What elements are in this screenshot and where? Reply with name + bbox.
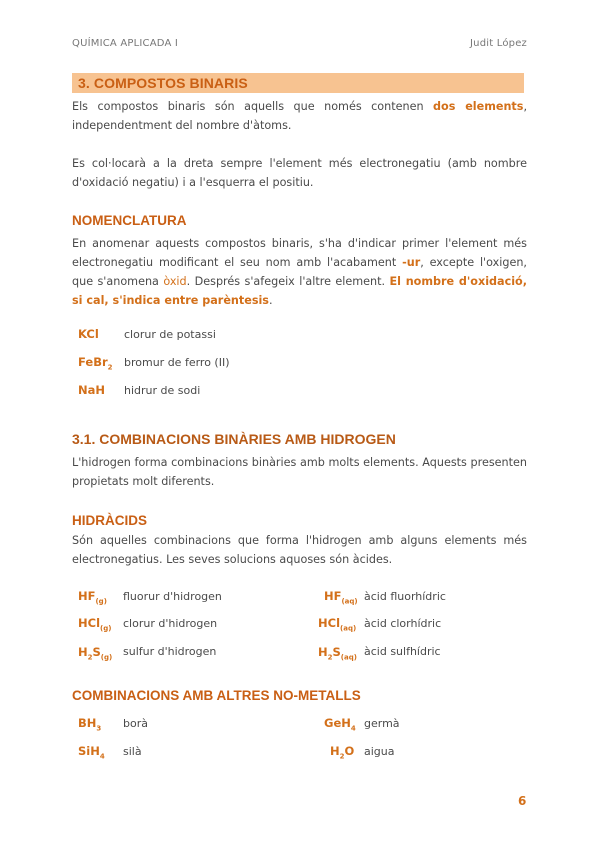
nomenclatura-heading: NOMENCLATURA: [72, 213, 187, 228]
nom-text-5: . Després s'afegeix l'altre element.: [186, 275, 390, 288]
intro-text-a: Els compostos binaris són aquells que només contenen: [72, 100, 434, 113]
section-3-1-paragraph: L'hidrogen forma combinacions binàries amb molts elements. Aquests presenten propietats molt diferents.: [72, 456, 527, 488]
name-h2s-aq: àcid sulfhídric: [364, 645, 441, 658]
intro-highlight: dos elements: [433, 100, 524, 113]
name-hf-aq: àcid fluorhídric: [364, 590, 446, 603]
hidracids-paragraph: Són aquelles combinacions que forma l'hidrogen amb alguns elements més electronegatius. Les seves solucions aquoses són àcides.: [72, 534, 527, 566]
formula-bh3: $BH_3$: [78, 716, 102, 733]
position-paragraph: Es col·locarà a la dreta sempre l'element més electronegatiu (amb nombre d'oxidació negatiu) i a l'esquerra el positiu.: [72, 157, 527, 189]
running-header-author: Judit López: [470, 38, 527, 49]
nom-text-7: .: [268, 294, 273, 307]
nom-suffix-ur: -ur: [402, 256, 421, 269]
nomenclatura-paragraph: [72, 234, 527, 310]
name-sih4: silà: [123, 745, 142, 758]
nometalls-heading: COMBINACIONS AMB ALTRES NO-METALLS: [72, 688, 361, 703]
name-kcl: clorur de potassi: [124, 328, 216, 341]
name-hf-gas: fluorur d'hidrogen: [123, 590, 222, 603]
formula-hf-aq: $HF_{(aq)}$: [324, 589, 358, 606]
section-title: 3. COMPOSTOS BINARIS: [78, 75, 248, 91]
formula-sih4: SiH$_4$: [78, 744, 105, 761]
name-bh3: borà: [123, 717, 148, 730]
nom-text-1: En anomenar aquests compostos binaris, s'ha d'indicar primer l'element més electronegatiu modificant el seu nom amb l'acabament: [72, 237, 527, 269]
page-number: 6: [518, 794, 527, 808]
formula-hcl-gas: HCl$_{(g)}$: [78, 616, 112, 633]
nom-text-3: , excepte l'oxigen, que s'anomena: [72, 256, 527, 288]
formula-hcl-aq: HCl$_{(aq)}$: [318, 616, 357, 633]
name-geh4: germà: [364, 717, 400, 730]
section-title-bar: [72, 73, 524, 93]
running-header-title: QUÍMICA APLICADA I: [72, 38, 179, 49]
formula-h2s-aq: $H_2S_{(aq)}$: [318, 645, 357, 662]
name-hcl-gas: clorur d'hidrogen: [123, 617, 218, 630]
formula-febr2: FeBr$_2$: [78, 355, 113, 372]
name-febr2: bromur de ferro (II): [124, 356, 230, 369]
intro-paragraph: [72, 97, 527, 135]
formula-geh4: GeH$_4$: [324, 716, 356, 733]
nom-oxidation-note: El nombre d'oxidació, si cal, s'indica entre parèntesis: [72, 275, 527, 307]
intro-text-c: , independentment del nombre d'àtoms.: [72, 100, 527, 132]
section-3-1-heading: 3.1. COMBINACIONS BINÀRIES AMB HIDROGEN: [72, 431, 396, 447]
name-hcl-aq: àcid clorhídric: [364, 617, 442, 630]
nom-oxid: òxid: [163, 275, 187, 288]
formula-nah: NaH: [78, 383, 106, 397]
formula-h2o: $H_2O$: [330, 744, 355, 761]
formula-kcl: KCl: [78, 327, 99, 341]
formula-h2s-gas: $H_2S_{(g)}$: [78, 645, 113, 662]
name-h2s-gas: sulfur d'hidrogen: [123, 645, 217, 658]
formula-hf-gas: $HF_{(g)}$: [78, 589, 107, 606]
hidracids-heading: HIDRÀCIDS: [72, 513, 148, 528]
name-nah: hidrur de sodi: [124, 384, 201, 397]
name-h2o: aigua: [364, 745, 395, 758]
